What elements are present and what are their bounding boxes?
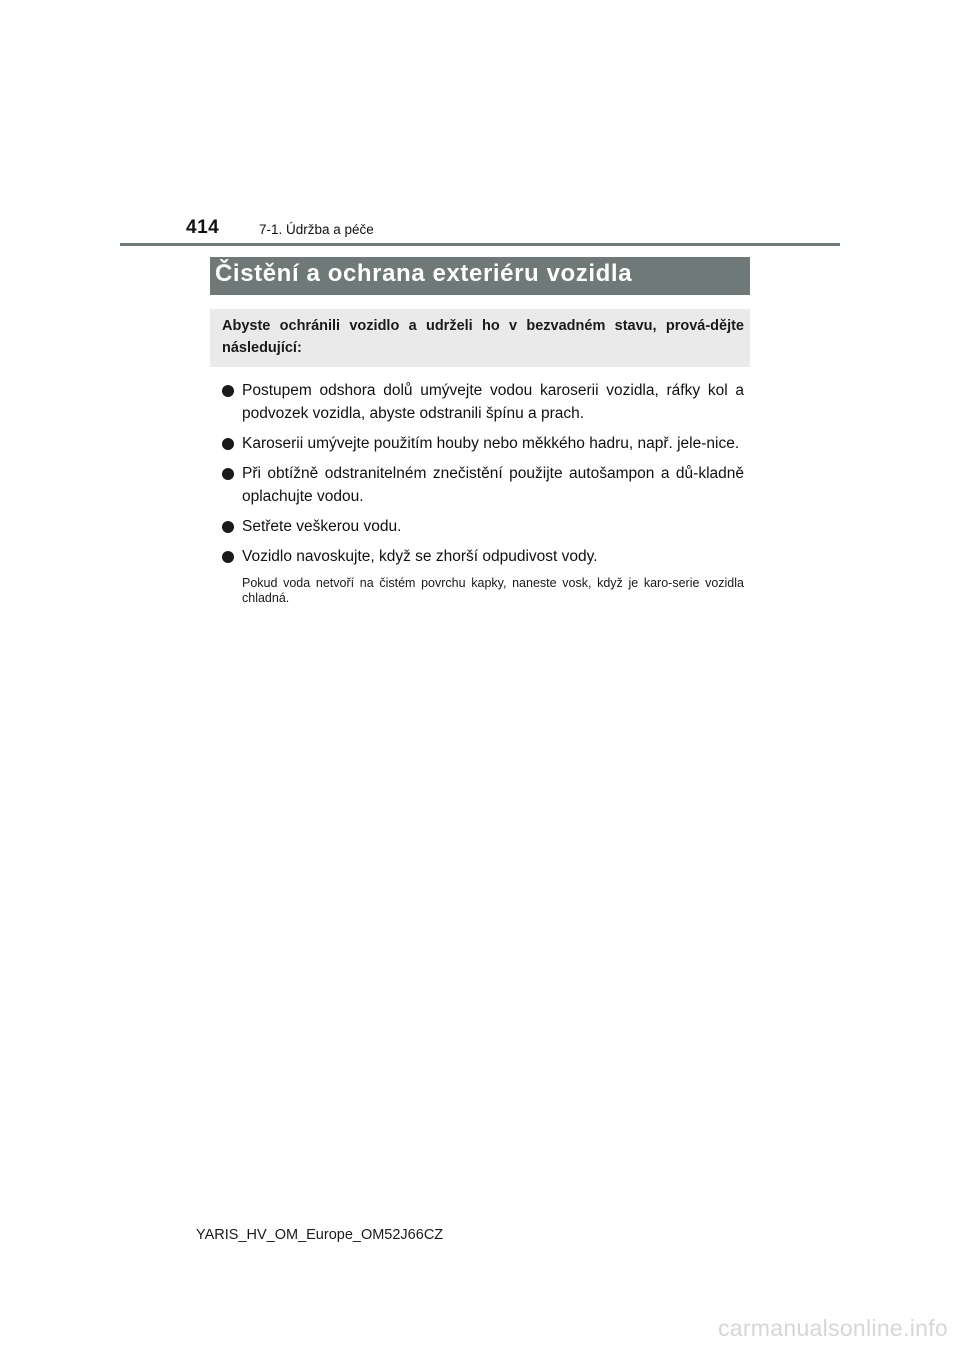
page-number: 414 xyxy=(186,217,220,238)
bullet-dot-icon xyxy=(222,385,234,397)
bullet-dot-icon xyxy=(222,438,234,450)
list-item-text: Setřete veškerou vodu. xyxy=(242,518,402,535)
list-item xyxy=(222,462,744,508)
list-item xyxy=(222,432,744,455)
bullet-dot-icon xyxy=(222,468,234,480)
header-rule xyxy=(120,243,840,246)
section-label: 7-1. Údržba a péče xyxy=(259,222,374,237)
intro-text: Abyste ochránili vozidlo a udrželi ho v bezvadném stavu, prová-dějte následující: xyxy=(222,318,744,356)
list-item-text: Vozidlo navoskujte, když se zhorší odpudivost vody. xyxy=(242,548,598,565)
watermark: carmanualsonline.info xyxy=(717,1315,948,1341)
page-title: Čistění a ochrana exteriéru vozidla xyxy=(215,260,633,287)
list-item xyxy=(222,379,744,425)
document-id: YARIS_HV_OM_Europe_OM52J66CZ xyxy=(196,1227,444,1243)
note-text: Pokud voda netvoří na čistém povrchu kapky, naneste vosk, když je karo-serie vozidla chladná. xyxy=(242,576,744,605)
list-item-text: Postupem odshora dolů umývejte vodou karoserii vozidla, ráfky kol a podvozek vozidla, abyste odstranili špínu a prach. xyxy=(242,382,744,422)
list-item-text: Karoserii umývejte použitím houby nebo měkkého hadru, např. jele-nice. xyxy=(242,435,740,452)
intro-box xyxy=(210,309,750,367)
bullet-list xyxy=(222,379,744,575)
title-bar xyxy=(210,257,750,295)
bullet-dot-icon xyxy=(222,551,234,563)
list-item xyxy=(222,515,744,538)
bullet-dot-icon xyxy=(222,521,234,533)
list-item-text: Při obtížně odstranitelném znečistění použijte autošampon a dů-kladně oplachujte vodou. xyxy=(242,465,744,505)
list-item xyxy=(222,545,744,568)
